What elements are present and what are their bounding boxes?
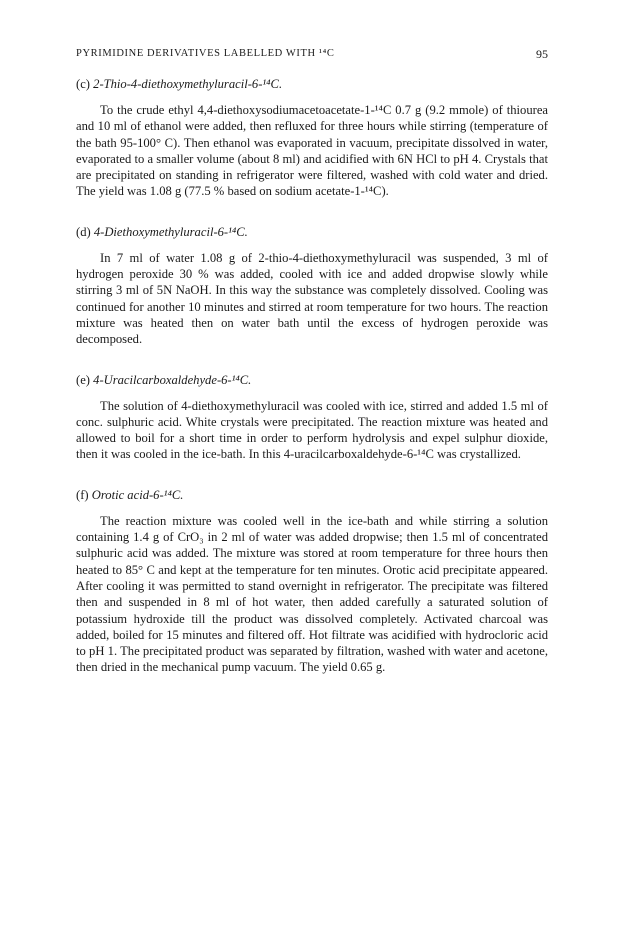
section-label: (e) <box>76 372 90 387</box>
section-paragraph: The reaction mixture was cooled well in the ice-bath and while stirring a solution containing 1.4 g of CrO₃ in 2 ml of water was added dropwise; then 1.5 ml of concentrated sulphuric acid was added. The mixture was stored at room temperature for three hours then heated to 85° C and kept at the temperature for ten minutes. Orotic acid precipitate appeared. After cooling it was permitted to stand overnight in refrigerator. The precipitate was filtered then and suspended in 8 ml of hot water, then added carefully a saturated solution of potassium hydroxide till the product was dissolved completely. Activated charcoal was added, boiled for 15 minutes and filtered off. Hot filtrate was acidified with hydrocloric acid to pH 1. The precipitated product was separated by filtration, washed with water and acetone, then dried in the mechanical pump vacuum. The yield 0.65 g. <box>76 513 548 675</box>
section-paragraph: To the crude ethyl 4,4-diethoxysodiumacetoacetate-1-¹⁴C 0.7 g (9.2 mmole) of thiourea and 10 ml of ethanol were added, then refluxed for three hours while stirring (temperature of the bath 95-100° C). Then ethanol was evaporated in vacuum, precipitate dissolved in water, evaporated to a smaller volume (about 8 ml) and acidified with 6N HCl to pH 4. Crystals that are precipitated on standing in refrigerator were filtered, washed with cold water and dried. The yield was 1.08 g (77.5 % based on sodium acetate-1-¹⁴C). <box>76 103 548 199</box>
section-heading <box>76 224 548 240</box>
section-title: 4-Uracilcarboxaldehyde-6-¹⁴C. <box>93 372 252 387</box>
section-title: 4-Diethoxymethyluracil-6-¹⁴C. <box>93 224 248 239</box>
section-f <box>76 487 548 676</box>
running-head-title: PYRIMIDINE DERIVATIVES LABELLED WITH ¹⁴C <box>76 48 335 59</box>
section-heading <box>76 487 548 503</box>
section-e <box>76 372 548 463</box>
running-head <box>76 48 548 59</box>
section-paragraph: The solution of 4-diethoxymethyluracil was cooled with ice, stirred and added 1.5 ml of conc. sulphuric acid. White crystals were precipitated. The reaction mixture was heated and allowed to boil for a short time in order to perform hydrolysis and expel sulphur dioxide, then it was cooled in the ice-bath. In this 4-uracilcarboxaldehyde-6-¹⁴C was crystallized. <box>76 398 548 462</box>
section-c <box>76 76 548 200</box>
section-label: (d) <box>76 224 91 239</box>
section-heading <box>76 76 548 92</box>
article-body <box>76 76 548 700</box>
section-paragraph: In 7 ml of water 1.08 g of 2-thio-4-diethoxymethyluracil was suspended, 3 ml of hydrogen peroxide 30 % was added, cooled with ice and added dropwise slowly while stirring 3 ml of 5N NaOH. In this way the substance was completely dissolved. Cooling was continued for another 10 minutes and stirred at room temperature for two hours. The reaction mixture was heated then on water bath until the excess of hydrogen peroxide was decomposed. <box>76 250 548 347</box>
section-heading <box>76 372 548 388</box>
section-title: Orotic acid-6-¹⁴C. <box>91 487 184 502</box>
section-title: 2-Thio-4-diethoxymethyluracil-6-¹⁴C. <box>93 77 283 91</box>
section-label: (c) <box>76 77 90 91</box>
section-d <box>76 224 548 348</box>
section-label: (f) <box>76 487 89 502</box>
page-number: 95 <box>536 47 548 61</box>
